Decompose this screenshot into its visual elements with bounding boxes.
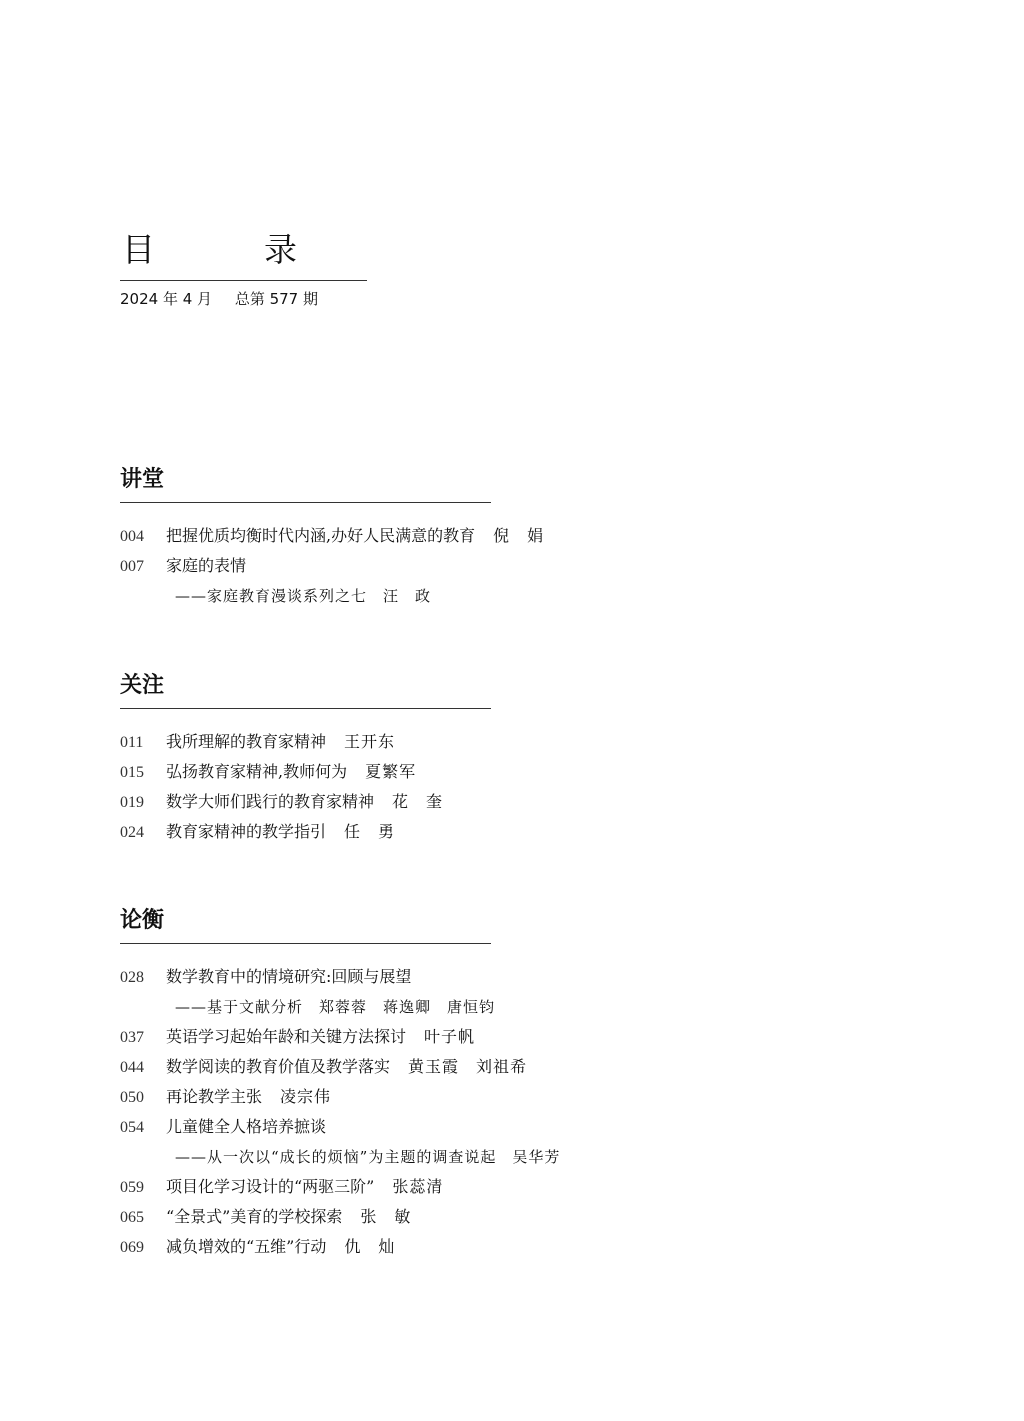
toc-entry[interactable] — [120, 1082, 492, 1112]
toc-entries — [120, 521, 545, 611]
article-author: 汪 政 — [383, 587, 432, 605]
toc-entry[interactable] — [120, 1022, 492, 1052]
toc-entry[interactable] — [120, 962, 492, 992]
page-number: 024 — [120, 824, 144, 841]
section-lunheng — [120, 906, 561, 1262]
toc-entry[interactable] — [120, 1232, 492, 1262]
article-author: 张蕊清 — [392, 1177, 444, 1196]
page-number: 050 — [120, 1089, 144, 1106]
article-author: 叶子帆 — [424, 1027, 476, 1046]
article-author: 夏繁军 — [365, 762, 417, 781]
toc-entry[interactable] — [120, 787, 492, 817]
issue-info — [120, 288, 336, 310]
article-title: 再论教学主张 — [166, 1087, 263, 1106]
article-author: 倪 娟 — [493, 526, 545, 545]
article-title: 我所理解的教育家精神 — [166, 732, 327, 751]
toc-entry[interactable] — [120, 1202, 492, 1232]
page-number: 069 — [120, 1239, 144, 1256]
toc-entry[interactable] — [120, 521, 545, 551]
toc-entry[interactable] — [120, 727, 492, 757]
article-subtitle-line — [120, 581, 492, 611]
article-subtitle-line — [120, 1142, 561, 1172]
article-title: 英语学习起始年龄和关键方法探讨 — [166, 1027, 407, 1046]
page-number: 015 — [120, 764, 144, 781]
article-subtitle: ——从一次以“成长的烦恼”为主题的调查说起 — [175, 1148, 497, 1166]
article-author: 黄玉霞 刘祖希 — [408, 1057, 528, 1076]
article-title: 家庭的表情 — [166, 556, 247, 575]
article-title: 减负增效的“五维”行动 — [166, 1237, 327, 1256]
page-number: 007 — [120, 558, 144, 575]
toc-entry[interactable] — [120, 1112, 492, 1142]
page-number: 065 — [120, 1209, 144, 1226]
article-author: 花 奎 — [392, 792, 444, 811]
article-author: 凌宗伟 — [280, 1087, 332, 1106]
page-number: 037 — [120, 1029, 144, 1046]
section-heading: 关注 — [120, 673, 165, 698]
article-author: 张 敏 — [360, 1207, 412, 1226]
article-author: 任 勇 — [344, 822, 396, 841]
page-number: 059 — [120, 1179, 144, 1196]
article-title: “全景式”美育的学校探索 — [166, 1207, 343, 1226]
issue-number: 总第 577 期 — [234, 290, 318, 308]
article-title: 数学阅读的教育价值及教学落实 — [166, 1057, 391, 1076]
page-number: 054 — [120, 1119, 144, 1136]
toc-entry[interactable] — [120, 757, 492, 787]
article-title: 儿童健全人格培养摭谈 — [166, 1117, 327, 1136]
article-title: 数学大师们践行的教育家精神 — [166, 792, 375, 811]
article-author: 王开东 — [344, 732, 396, 751]
article-title: 教育家精神的教学指引 — [166, 822, 327, 841]
section-divider — [120, 502, 491, 503]
section-guanzhu — [120, 671, 492, 847]
toc-entries — [120, 727, 492, 847]
toc-entry[interactable] — [120, 817, 492, 847]
article-title: 数学教育中的情境研究:回顾与展望 — [166, 967, 412, 986]
article-author: 仇 灿 — [344, 1237, 396, 1256]
title-divider — [120, 280, 367, 281]
section-divider — [120, 943, 491, 944]
article-subtitle-line — [120, 992, 496, 1022]
article-subtitle: ——基于文献分析 — [175, 998, 304, 1016]
section-jiangtang — [120, 465, 545, 611]
toc-entry[interactable] — [120, 1172, 492, 1202]
article-author: 吴华芳 — [512, 1148, 561, 1166]
article-title: 把握优质均衡时代内涵,办好人民满意的教育 — [166, 526, 476, 545]
article-author: 郑蓉蓉 蒋逸卿 唐恒钧 — [319, 998, 496, 1016]
toc-entries — [120, 962, 561, 1262]
section-divider — [120, 708, 491, 709]
page-title: 目 录 — [122, 230, 335, 269]
page-number: 028 — [120, 969, 144, 986]
article-title: 弘扬教育家精神,教师何为 — [166, 762, 348, 781]
issue-date: 2024 年 4 月 — [120, 290, 213, 308]
article-title: 项目化学习设计的“两驱三阶” — [166, 1177, 375, 1196]
toc-entry[interactable] — [120, 1052, 528, 1082]
article-subtitle: ——家庭教育漫谈系列之七 — [175, 587, 368, 605]
page-number: 004 — [120, 528, 144, 545]
section-heading: 讲堂 — [120, 467, 165, 492]
page-number: 019 — [120, 794, 144, 811]
page-number: 044 — [120, 1059, 144, 1076]
page-number: 011 — [120, 734, 144, 751]
toc-entry[interactable] — [120, 551, 492, 581]
section-heading: 论衡 — [120, 908, 165, 933]
